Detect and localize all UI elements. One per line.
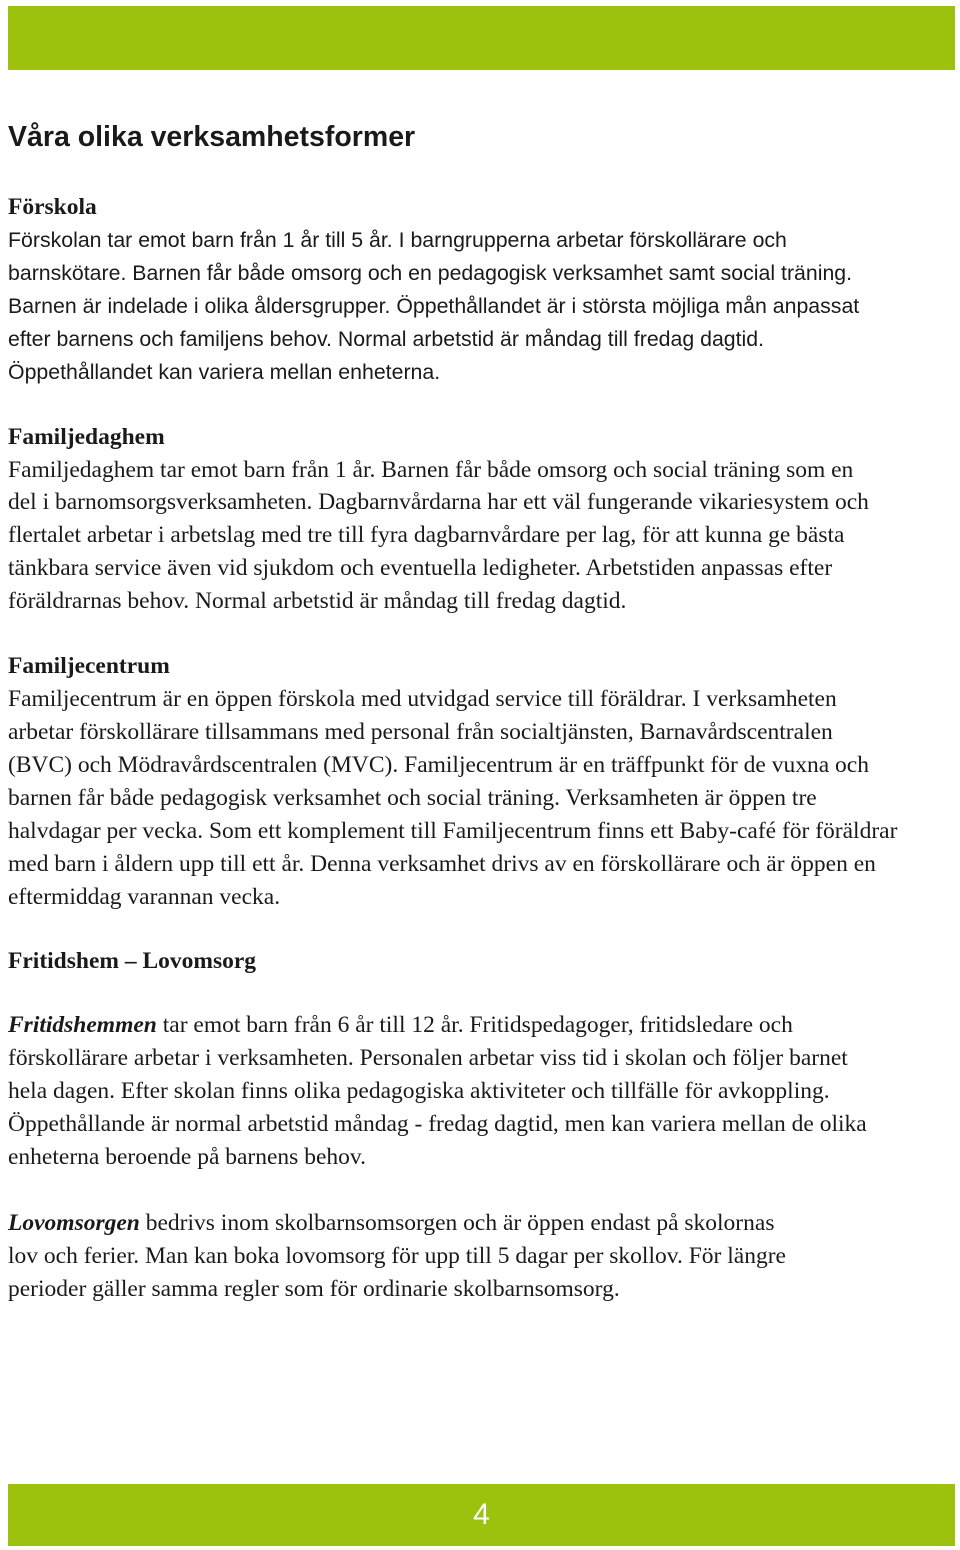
section-text-familjecentrum: Familjecentrum är en öppen förskola med utvidgad service till föräldrar. I verksamheten arbetar förskollärare tillsammans med personal från socialtjänsten, Barnavårdscentralen (BVC) och Mödravårdscentralen (MVC). Familjecentrum är en träffpunkt för de vuxna och barnen får både pedagogisk verksamhet och social träning. Verksamheten är öppen tre halvdagar per vecka. Som ett komplement till Familjecentrum finns ett Baby-café för föräldrar med barn i åldern upp till ett år. Denna verksamhet drivs av en förskollärare och är öppen en eftermiddag varannan vecka. xyxy=(8,686,898,910)
section-text-fritidshem-2: Öppethållande är normal arbetstid måndag - fredag dagtid, men kan variera mellan de olika enheterna beroende på barnens behov. xyxy=(8,1111,867,1171)
page-number: 4 xyxy=(473,1498,490,1531)
emphasis-fritidshemmen: Fritidshemmen xyxy=(8,1012,157,1039)
footer-band xyxy=(8,1484,955,1546)
header-band xyxy=(8,6,955,70)
section-heading-forskola: Förskola xyxy=(8,194,97,220)
fritidshem-text-1: tar emot barn från 6 år till 12 år. Fritidspedagoger, fritidsledare och förskollärare arbetar i verksamheten. Personalen arbetar viss tid i skolan och följer barnet hela dagen. Efter skolan finns olika pedagogiska aktiviteter och tillfälle för avkoppling. xyxy=(8,1012,848,1105)
section-heading-fritidshem: Fritidshem – Lovomsorg xyxy=(8,948,257,975)
section-text-familjedaghem: Familjedaghem tar emot barn från 1 år. Barnen får både omsorg och social träning som en del i barnomsorgsverksamheten. Dagbarnvårdarna har ett väl fungerande vikariesystem och flertalet arbetar i arbetslag med tre till fyra dagbarnvårdare per lag, för att kunna ge bästa tänkbara service även vid sjukdom och eventuella ledigheter. Arbetstiden anpassas efter föräldrarnas behov. Normal arbetstid är måndag till fredag dagtid. xyxy=(8,456,869,615)
page-title: Våra olika verksamhetsformer xyxy=(8,121,416,153)
section-text-fritidshem-1 xyxy=(8,1009,888,1108)
emphasis-lovomsorgen: Lovomsorgen xyxy=(8,1209,140,1236)
section-text-fritidshem-3 xyxy=(8,1207,808,1306)
section-familjedaghem xyxy=(8,421,948,619)
lovomsorg-text: bedrivs inom skolbarnsomsorgen och är öppen endast på skolornas lov och ferier. Man kan boka lovomsorg för upp till 5 dagar per skollov. För längre perioder gäller samma regler som för ordinarie skolbarnsomsorg. xyxy=(8,1209,786,1302)
section-text-forskola: Förskolan tar emot barn från 1 år till 5 år. I barngrupperna arbetar förskollärare och barnskötare. Barnen får både omsorg och en pedagogisk verksamhet samt social träning. Barnen är indelade i olika åldersgrupper. Öppethållandet är i största möjliga mån anpassat efter barnens och familjens behov. Normal arbetstid är måndag till fredag dagtid. Öppethållandet kan variera mellan enheterna. xyxy=(8,228,860,384)
section-forskola xyxy=(8,191,948,389)
section-fritidshem xyxy=(8,945,948,1305)
section-familjecentrum xyxy=(8,650,948,913)
section-heading-familjedaghem: Familjedaghem xyxy=(8,423,165,450)
section-heading-familjecentrum: Familjecentrum xyxy=(8,653,170,680)
document-body xyxy=(8,117,948,1306)
